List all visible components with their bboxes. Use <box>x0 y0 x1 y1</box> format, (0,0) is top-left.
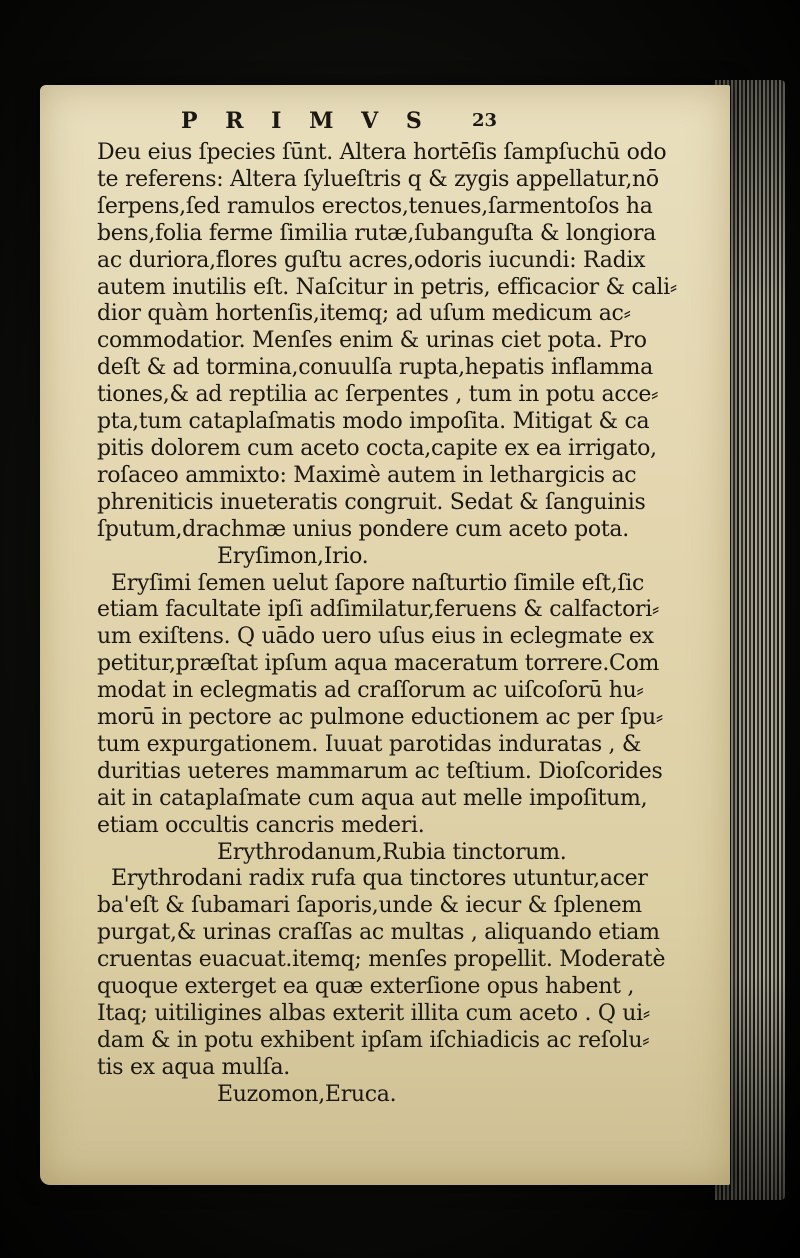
text-line: ſputum,drachmæ unius pondere cum aceto pota. <box>97 516 629 542</box>
text-line: dam & in potu exhibent ipſam iſchiadicis ac reſolu⸗ <box>97 1027 650 1053</box>
text-line: petitur,præſtat ipſum aqua maceratum torrere.Com <box>97 651 660 677</box>
text-line: Deu eius ſpecies ſūnt. Altera hortēſis ſampſuchū odo <box>97 140 667 165</box>
text-line: bens,folia ferme ſimilia rutæ,ſubanguſta & longiora <box>97 220 656 246</box>
text-line: te referens: Altera ſylueſtris q & zygis appellatur,nō <box>97 166 659 192</box>
text-line: phreniticis inueteratis congruit. Sedat & ſanguinis <box>97 489 646 515</box>
text-line: um exiſtens. Q uādo uero uſus eius in eclegmate ex <box>97 624 654 650</box>
text-line: pta,tum cataplaſmatis modo impoſita. Mitigat & ca <box>97 409 650 435</box>
text-line: morū in pectore ac pulmone eductionem ac per ſpu⸗ <box>97 705 663 731</box>
running-head-title: P R I M V S <box>181 108 432 134</box>
text-line: commodatior. Menſes enim & urinas ciet pota. Pro <box>97 328 647 354</box>
text-line: etiam facultate ipſi adſimilatur,feruens & calfactori⸗ <box>97 597 659 623</box>
text-line: duritias ueteres mammarum ac teſtium. Dioſcorides <box>97 758 663 784</box>
section-heading-euzomon: Euzomon,Eruca. <box>217 1081 397 1107</box>
text-line: deſt & ad tormina,conuulſa rupta,hepatis inflamma <box>97 355 653 381</box>
running-head <box>97 108 707 140</box>
section-heading-erysimon: Eryſimon,Irio. <box>217 543 369 569</box>
text-line: quoque exterget ea quæ exterſione opus habent , <box>97 974 635 1000</box>
page-text-block <box>97 108 707 1109</box>
text-line: pitis dolorem cum aceto cocta,capite ex ea irrigato, <box>97 435 657 461</box>
section-heading-erythrodanum: Erythrodanum,Rubia tinctorum. <box>217 839 567 865</box>
text-line: roſaceo ammixto: Maximè autem in lethargicis ac <box>97 462 637 488</box>
text-line: autem inutilis eſt. Naſcitur in petris, efficacior & cali⸗ <box>97 274 677 300</box>
text-line: ſerpens,ſed ramulos erectos,tenues,ſarmentoſos ha <box>97 193 653 219</box>
text-line: Erythrodani radix rufa qua tinctores utuntur,acer <box>111 866 648 892</box>
text-line: cruentas euacuat.itemq; menſes propellit. Moderatè <box>97 947 666 973</box>
text-line: ac duriora,flores guſtu acres,odoris iucundi: Radix <box>97 247 646 273</box>
text-line: purgat,& urinas craſſas ac multas , aliquando etiam <box>97 920 660 946</box>
text-line: ba'eſt & ſubamari ſaporis,unde & iecur & ſplenem <box>97 893 642 919</box>
text-line: etiam occultis cancris mederi. <box>97 812 425 838</box>
text-line: Eryſimi ſemen uelut ſapore naſturtio ſimile eſt,ſic <box>111 570 645 596</box>
text-line: ait in cataplaſmate cum aqua aut melle impoſitum, <box>97 785 648 811</box>
text-line: tis ex aqua mulſa. <box>97 1054 290 1080</box>
text-line: dior quàm hortenſis,itemq; ad uſum medicum ac⸗ <box>97 301 631 327</box>
text-line: tiones,& ad reptilia ac ſerpentes , tum in potu acce⸗ <box>97 382 659 408</box>
text-line: Itaq; uitiligines albas exterit illita cum aceto . Q ui⸗ <box>97 1001 650 1026</box>
text-line: tum expurgationem. Iuuat parotidas induratas , & <box>97 731 642 757</box>
text-line: modat in eclegmatis ad craſſorum ac uiſcoſorū hu⸗ <box>97 678 644 704</box>
page-number: 23 <box>472 110 498 131</box>
